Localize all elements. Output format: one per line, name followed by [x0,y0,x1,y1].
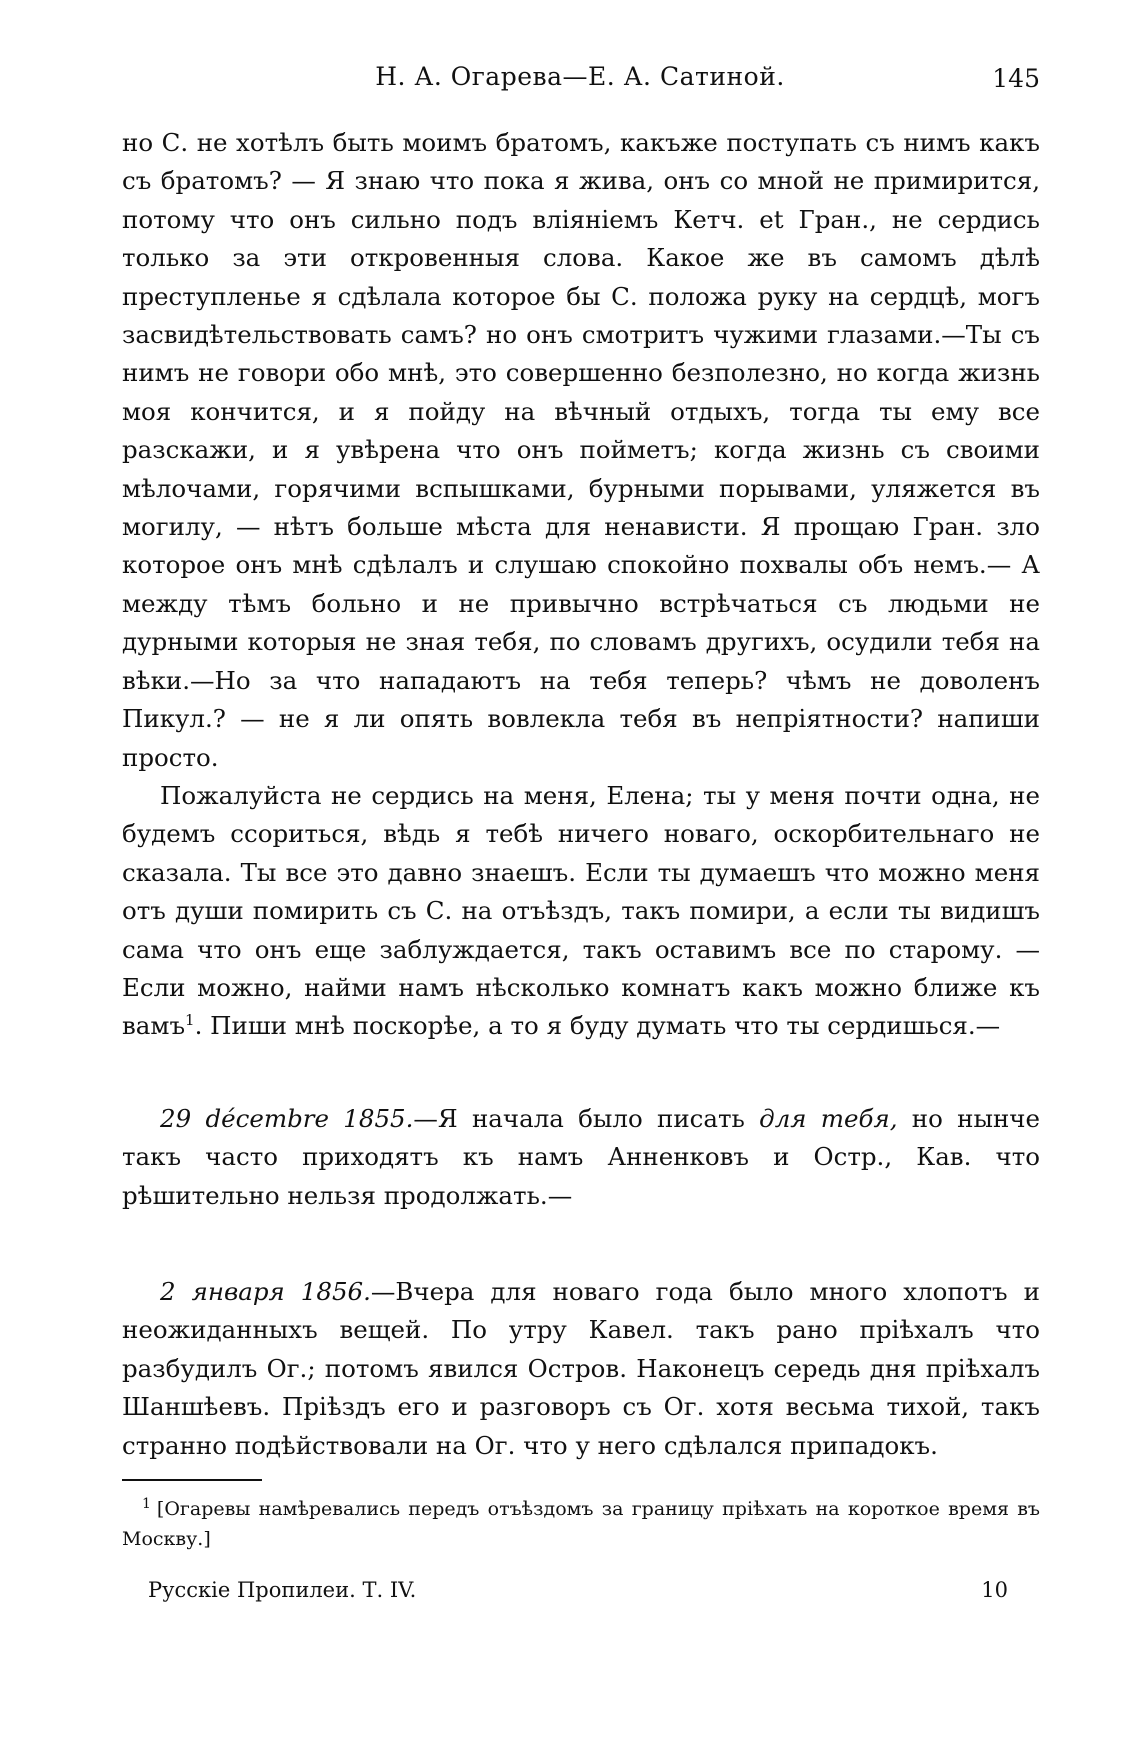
paragraph-2 [122,777,1040,1046]
running-title: Н. А. Огарева—Е. А. Сатиной. [375,62,785,91]
signature-number: 10 [981,1578,1008,1602]
footnote-divider [122,1479,262,1481]
footnote [122,1494,1040,1554]
running-header [120,62,1040,102]
section-spacer [122,1215,1040,1273]
entry-text-end: но нынче такъ часто приходятъ къ намъ Анненковъ и Остр., Кав. что рѣшительно нельзя продолжать.— [122,1103,1040,1210]
paragraph-1: но С. не хотѣлъ быть моимъ братомъ, какъже поступать съ нимъ какъ съ братомъ? — Я знаю что пока я жива, онъ со мной не примирится, потому что онъ сильно подъ вліяніемъ Кетч. et Гран., не сердись только за эти откровенныя слова. Какое же въ самомъ дѣлѣ преступленье я сдѣлала которое бы С. положа руку на сердцѣ, могъ засвидѣтельствовать самъ? но онъ смотритъ чужими глазами.—Ты съ нимъ не говори обо мнѣ, это совершенно безполезно, но когда жизнь моя кончится, и я пойду на вѣчный отдыхъ, тогда ты ему все разскажи, и я увѣрена что онъ пойметъ; когда жизнь съ своими мѣлочами, горячими вспышками, бурными порывами, уляжется въ могилу, — нѣтъ больше мѣста для ненависти. Я прощаю Гран. зло которое онъ мнѣ сдѣлалъ и слушаю спокойно похвалы объ немъ.— А между тѣмъ больно и не привычно встрѣчаться съ людьми не дурными которыя не зная тебя, по словамъ другихъ, осудили тебя на вѣки.—Но за что нападаютъ на тебя теперь? чѣмъ не доволенъ Пикул.? — не я ли опять вовлекла тебя въ непріятности? напиши просто. [122,128,1040,772]
entry-date: 2 января 1856. [160,1276,371,1306]
footnote-text: [Огаревы намѣревались передъ отъѣздомъ за границу пріѣхать на короткое время въ Москву.] [122,1498,1040,1550]
page-number: 145 [992,64,1040,93]
entry-emphasis: для тебя, [759,1103,898,1133]
paragraph-2-text: Пожалуйста не сердись на меня, Елена; ты у меня почти одна, не будемъ ссориться, вѣдь я тебѣ ничего новаго, оскорбительнаго не сказала. Ты все это давно знаешъ. Если ты думаешъ что можно меня отъ души помирить съ С. на отъѣздъ, такъ помири, а если ты видишъ сама что онъ еще заблуждается, такъ оставимъ все по старому. — Если можно, найми намъ нѣсколько комнатъ какъ можно ближе къ вамъ [122,780,1040,1041]
footnote-mark: 1 [142,1495,151,1512]
paragraph-2-text-end: . Пиши мнѣ поскорѣе, а то я буду думать что ты сердишься.— [194,1011,1001,1041]
entry-text: —Вчера для новаго года было много хлопотъ и неожиданныхъ вещей. По утру Кавел. такъ рано пріѣхалъ что разбудилъ Ог.; потомъ явился Остров. Наконецъ середь дня пріѣхалъ Шаншѣевъ. Пріѣздъ его и разговоръ съ Ог. хотя весьма тихой, такъ странно подѣйствовали на Ог. что у него сдѣлался припадокъ. [122,1276,1040,1460]
section-spacer [122,1046,1040,1100]
main-text [122,124,1040,1465]
page-footer [148,1578,1008,1608]
diary-entry-1856 [122,1273,1040,1465]
footnote-reference: 1 [185,1011,195,1030]
entry-date: 29 décembre 1855. [160,1103,414,1133]
footer-publication: Русскіе Пропилеи. Т. IV. [148,1578,417,1602]
diary-entry-1855 [122,1100,1040,1215]
entry-text: —Я начала было писать [413,1103,760,1133]
